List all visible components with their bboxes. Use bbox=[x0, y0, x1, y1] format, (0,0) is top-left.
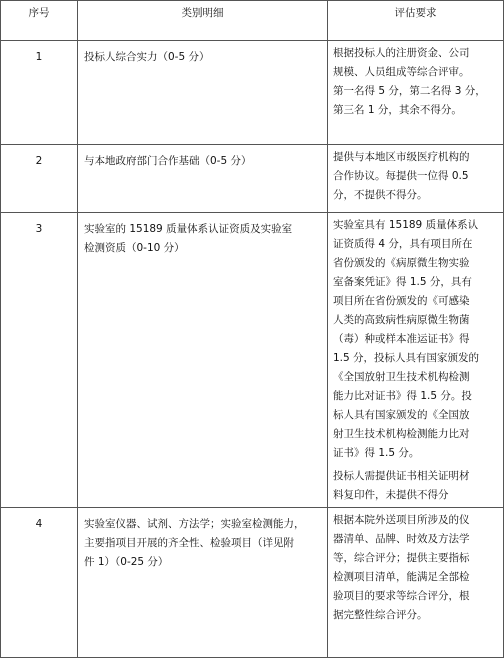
requirement-text: 根据投标人的注册资金、公司 规模、人员组成等综合评审。 第一名得 5 分，第二名得 3 分， 第三名 1 分，其余不得分。 bbox=[333, 47, 486, 116]
table-header-row bbox=[1, 1, 504, 41]
header-category: 类别明细 bbox=[78, 1, 328, 41]
table-row bbox=[1, 213, 504, 508]
header-no: 序号 bbox=[1, 1, 78, 41]
row-requirement bbox=[328, 508, 504, 658]
requirement-text: 提供与本地区市级医疗机构的 合作协议。每提供一位得 0.5 分，不提供不得分。 bbox=[333, 151, 470, 201]
row-requirement bbox=[328, 145, 504, 213]
requirement-text: 实验室具有 15189 质量体系认 证资质得 4 分，具有项目所在 省份颁发的《病原微生物实验 室备案凭证》得 1.5 分，具有 项目所在省份颁发的《可感染 人类的高致病性病原微生物菌 （毒）种或样本准运证书》得 1.5 分，投标人具有国家颁发的 《全国放射卫生技术机构检测 能力比对证书》得 1.5 分。投 标人具有国家颁发的《全国放 射卫生技术机构检测能力比对 证书》得 1.5 分。 bbox=[333, 219, 480, 459]
row-category: 实验室仪器、试剂、方法学；实验室检测能力， 主要指项目开展的齐全性、检验项目（详见附 件 1）（0-25 分） bbox=[78, 508, 328, 658]
row-category: 与本地政府部门合作基础（0-5 分） bbox=[78, 145, 328, 213]
row-requirement bbox=[328, 41, 504, 145]
row-requirement bbox=[328, 213, 504, 508]
table-row bbox=[1, 508, 504, 658]
row-number: 1 bbox=[1, 41, 78, 145]
row-number: 4 bbox=[1, 508, 78, 658]
requirement-text: 根据本院外送项目所涉及的仪 器清单、品牌、时效及方法学 等，综合评分；提供主要指标 检测项目清单，能满足全部检 验项目的要求等综合评分，根 据完整性综合评分。 bbox=[333, 514, 470, 621]
row-number: 2 bbox=[1, 145, 78, 213]
row-category: 实验室的 15189 质量体系认证资质及实验室 检测资质（0-10 分） bbox=[78, 213, 328, 508]
requirement-note: 投标人需提供证书相关证明材 料复印件，未提供不得分 bbox=[333, 470, 470, 501]
table-row bbox=[1, 41, 504, 145]
row-category: 投标人综合实力（0-5 分） bbox=[78, 41, 328, 145]
header-requirement: 评估要求 bbox=[328, 1, 504, 41]
table-row bbox=[1, 145, 504, 213]
row-number: 3 bbox=[1, 213, 78, 508]
